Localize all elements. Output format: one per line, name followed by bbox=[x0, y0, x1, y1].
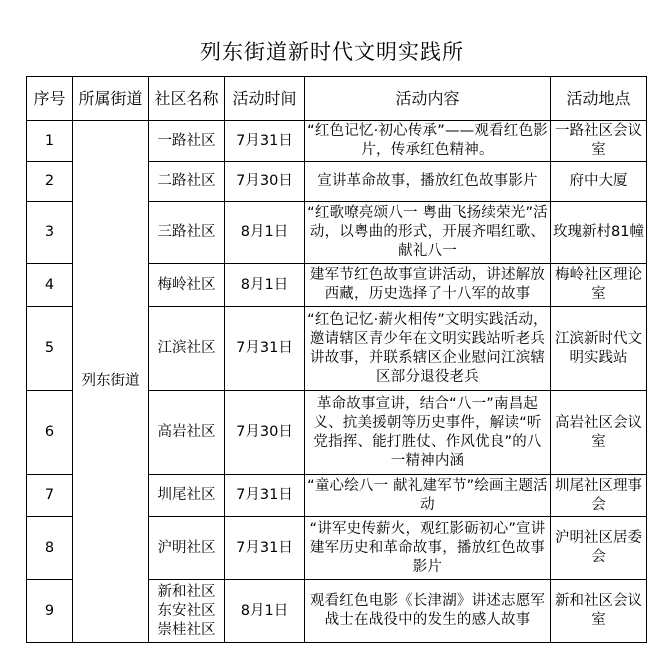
row-content: 宣讲革命故事，播放红色故事影片 bbox=[305, 162, 551, 202]
row-content: 建军节红色故事宣讲活动，讲述解放西藏，历史选择了十八军的故事 bbox=[305, 264, 551, 307]
row-community: 圳尾社区 bbox=[149, 475, 225, 517]
row-content: “红色记忆·初心传承”——观看红色影片，传承红色精神。 bbox=[305, 121, 551, 162]
row-no: 1 bbox=[27, 121, 73, 162]
row-community: 一路社区 bbox=[149, 121, 225, 162]
row-content: “讲军史传薪火，观红影砺初心”宣讲建军历史和革命故事，播放红色故事影片 bbox=[305, 517, 551, 580]
row-place: 梅岭社区理论室 bbox=[551, 264, 647, 307]
row-community: 新和社区东安社区崇桂社区 bbox=[149, 580, 225, 643]
row-time: 8月1日 bbox=[225, 580, 305, 643]
row-no: 8 bbox=[27, 517, 73, 580]
row-time: 7月31日 bbox=[225, 307, 305, 391]
row-content: 观看红色电影《长津湖》讲述志愿军战士在战役中的发生的感人故事 bbox=[305, 580, 551, 643]
header-no: 序号 bbox=[27, 77, 73, 121]
row-time: 7月31日 bbox=[225, 475, 305, 517]
row-no: 3 bbox=[27, 202, 73, 264]
table-row bbox=[27, 121, 647, 162]
row-place: 府中大厦 bbox=[551, 162, 647, 202]
row-no: 2 bbox=[27, 162, 73, 202]
table-header-row bbox=[27, 77, 647, 121]
row-community: 二路社区 bbox=[149, 162, 225, 202]
row-time: 7月30日 bbox=[225, 162, 305, 202]
header-content: 活动内容 bbox=[305, 77, 551, 121]
row-community: 高岩社区 bbox=[149, 391, 225, 475]
row-no: 6 bbox=[27, 391, 73, 475]
header-place: 活动地点 bbox=[551, 77, 647, 121]
header-community: 社区名称 bbox=[149, 77, 225, 121]
header-street: 所属街道 bbox=[73, 77, 149, 121]
row-time: 7月31日 bbox=[225, 517, 305, 580]
document-title: 列东街道新时代文明实践所 bbox=[200, 40, 464, 64]
row-time: 7月30日 bbox=[225, 391, 305, 475]
row-content: “红歌嘹亮颂八一 粤曲飞扬续荣光”活动，以粤曲的形式，开展齐唱红歌、献礼八一 bbox=[305, 202, 551, 264]
row-content: “童心绘八一 献礼建军节”绘画主题活动 bbox=[305, 475, 551, 517]
row-no: 4 bbox=[27, 264, 73, 307]
row-place: 玫瑰新村81幢 bbox=[551, 202, 647, 264]
row-place: 新和社区会议室 bbox=[551, 580, 647, 643]
header-time: 活动时间 bbox=[225, 77, 305, 121]
row-content: “红色记忆·薪火相传”文明实践活动，邀请辖区青少年在文明实践站听老兵讲故事，并联系辖区企业慰问江滨辖区部分退役老兵 bbox=[305, 307, 551, 391]
row-community: 梅岭社区 bbox=[149, 264, 225, 307]
row-place: 高岩社区会议室 bbox=[551, 391, 647, 475]
street-cell: 列东街道 bbox=[73, 121, 149, 643]
row-time: 8月1日 bbox=[225, 202, 305, 264]
row-place: 江滨新时代文明实践站 bbox=[551, 307, 647, 391]
row-community: 沪明社区 bbox=[149, 517, 225, 580]
row-community: 三路社区 bbox=[149, 202, 225, 264]
activity-table bbox=[26, 76, 647, 643]
row-no: 5 bbox=[27, 307, 73, 391]
row-place: 沪明社区居委会 bbox=[551, 517, 647, 580]
row-no: 7 bbox=[27, 475, 73, 517]
row-no: 9 bbox=[27, 580, 73, 643]
row-place: 一路社区会议室 bbox=[551, 121, 647, 162]
row-community: 江滨社区 bbox=[149, 307, 225, 391]
row-content: 革命故事宣讲，结合“八一”南昌起义、抗美援朝等历史事件，解读“听党指挥、能打胜仗、作风优良”的八一精神内涵 bbox=[305, 391, 551, 475]
row-time: 8月1日 bbox=[225, 264, 305, 307]
row-time: 7月31日 bbox=[225, 121, 305, 162]
row-place: 圳尾社区理事会 bbox=[551, 475, 647, 517]
